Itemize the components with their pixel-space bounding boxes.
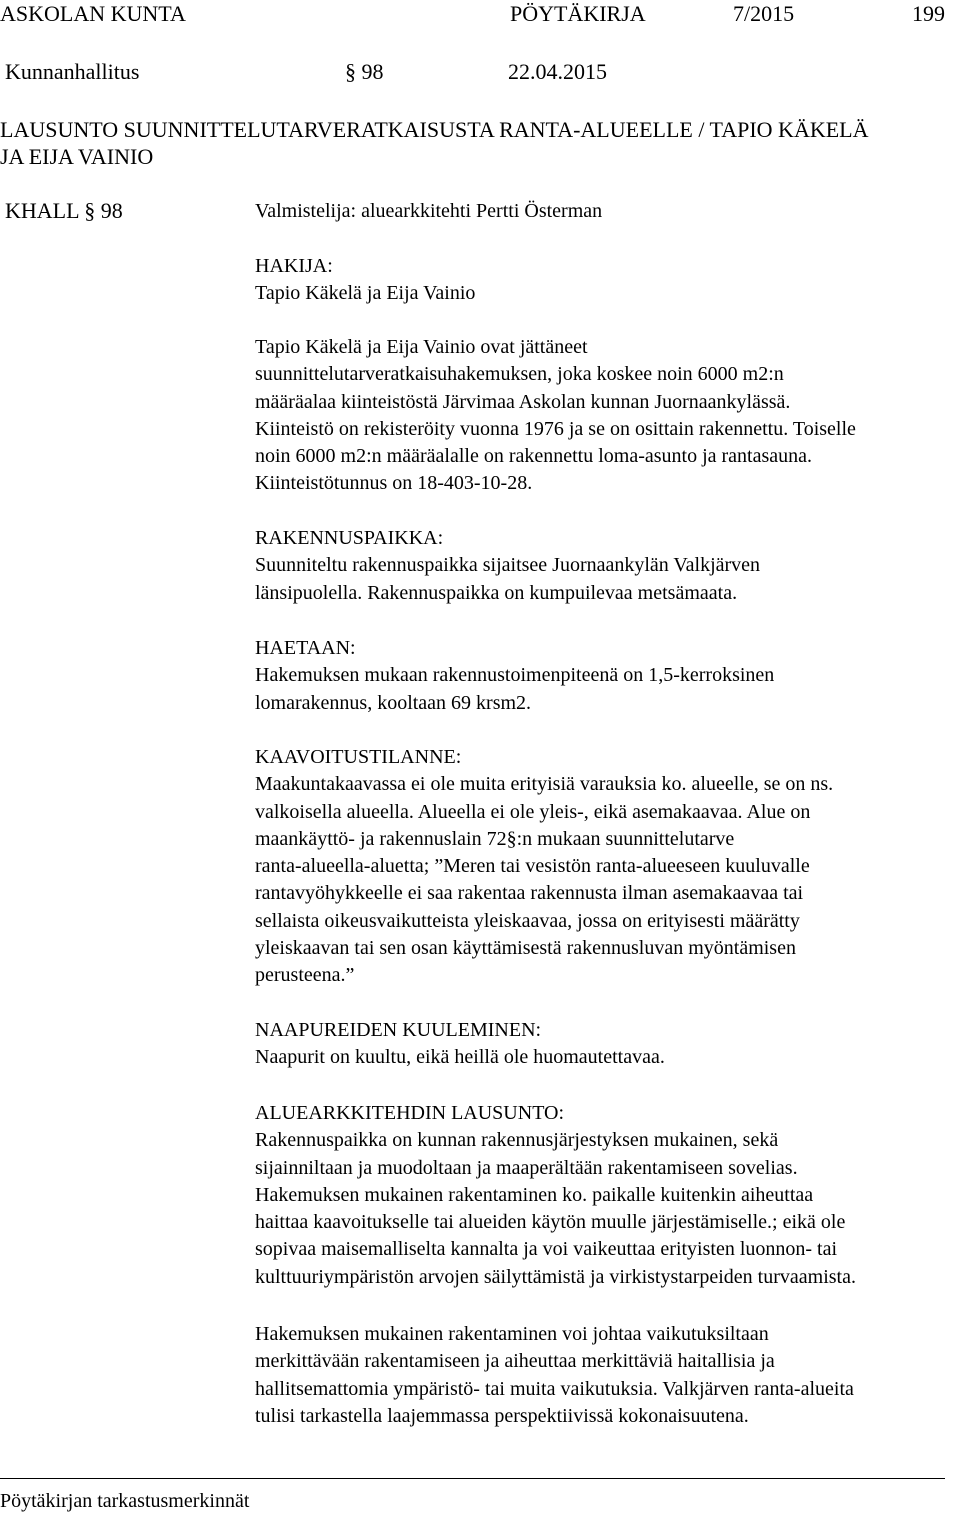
hakija-label: HAKIJA: xyxy=(255,255,333,277)
description-section xyxy=(255,334,955,498)
lausunto-line: kulttuuriympäristön arvojen säilyttämistä ja virkistystarpeiden turvaamista. xyxy=(255,1265,856,1288)
haetaan-line: lomarakennus, kooltaan 69 krsm2. xyxy=(255,691,532,714)
title-line: JA EIJA VAINIO xyxy=(0,144,154,169)
lausunto-section xyxy=(255,1100,955,1291)
rakennuspaikka-line: länsipuolella. Rakennuspaikka on kumpuilevaa metsämaata. xyxy=(255,581,738,604)
haetaan-section xyxy=(255,635,955,717)
lausunto2-line: Hakemuksen mukainen rakentaminen voi johtaa vaikutuksiltaan xyxy=(255,1323,769,1345)
rakennuspaikka-line: Suunniteltu rakennuspaikka sijaitsee Juornaankylän Valkjärven xyxy=(255,554,761,577)
page-number: 199 xyxy=(912,1,945,26)
naapurit-section xyxy=(255,1017,955,1072)
lausunto-line: sijainniltaan ja muodoltaan ja maaperältään rakentamiseen sovelias. xyxy=(255,1156,798,1179)
footer-divider xyxy=(0,1478,945,1479)
section-number: § 98 xyxy=(345,59,384,84)
kaavoitus-line: sellaista oikeusvaikutteista yleiskaavaa, jossa on erityisesti määrätty xyxy=(255,909,800,932)
naapurit-label: NAAPUREIDEN KUULEMINEN: xyxy=(255,1019,542,1041)
body-name: Kunnanhallitus xyxy=(5,59,140,84)
lausunto-label: ALUEARKKITEHDIN LAUSUNTO: xyxy=(255,1102,565,1124)
description-line: Tapio Käkelä ja Eija Vainio ovat jättäneet xyxy=(255,336,588,358)
kaavoitus-line: ranta-alueella-aluetta; ”Meren tai vesistön ranta-alueeseen kuuluvalle xyxy=(255,855,810,878)
lausunto2-line: hallitsemattomia ympäristö- tai muita vaikutuksia. Valkjärven ranta-alueita xyxy=(255,1377,854,1400)
kaavoitus-line: rantavyöhykkeelle ei saa rakentaa rakennusta ilman asemakaavaa tai xyxy=(255,882,804,905)
preparer-line: Valmistelija: aluearkkitehti Pertti Österman xyxy=(255,200,603,222)
kaavoitus-line: perusteena.” xyxy=(255,964,355,987)
description-line: Kiinteistö on rekisteröity vuonna 1976 ja se on osittain rakennettu. Toiselle xyxy=(255,417,856,440)
haetaan-label: HAETAAN: xyxy=(255,637,356,659)
page-title xyxy=(0,116,868,170)
municipality-name: ASKOLAN KUNTA xyxy=(0,1,186,26)
meeting-date: 22.04.2015 xyxy=(508,59,607,84)
hakija-section xyxy=(255,253,955,308)
title-line: LAUSUNTO SUUNNITTELUTARVERATKAISUSTA RANTA-ALUEELLE / TAPIO KÄKELÄ xyxy=(0,117,869,142)
description-line: määräalaa kiinteistöstä Järvimaa Askolan kunnan Juornaankylässä. xyxy=(255,390,791,413)
lausunto-line: Hakemuksen mukainen rakentaminen ko. paikalle kuitenkin aiheuttaa xyxy=(255,1183,814,1206)
kaavoitus-line: Maakuntakaavassa ei ole muita erityisiä varauksia ko. alueelle, se on ns. xyxy=(255,773,834,796)
kaavoitus-label: KAAVOITUSTILANNE: xyxy=(255,746,462,768)
description-line: Kiinteistötunnus on 18-403-10-28. xyxy=(255,472,533,495)
rakennuspaikka-section xyxy=(255,525,955,607)
issue-number: 7/2015 xyxy=(733,1,795,26)
document-type: PÖYTÄKIRJA xyxy=(510,1,646,26)
lausunto2-section xyxy=(255,1321,955,1430)
footer-review-marks: Pöytäkirjan tarkastusmerkinnät xyxy=(0,1490,250,1512)
hakija-line: Tapio Käkelä ja Eija Vainio xyxy=(255,282,476,305)
kaavoitus-line: yleiskaavan tai sen osan käyttämisestä rakennusluvan myöntämisen xyxy=(255,937,796,960)
kaavoitus-section xyxy=(255,744,955,990)
rakennuspaikka-label: RAKENNUSPAIKKA: xyxy=(255,527,444,549)
lausunto-line: sopivaa maisemalliselta kannalta ja voi vaikeuttaa erityisten luonnon- tai xyxy=(255,1238,838,1261)
lausunto-line: Rakennuspaikka on kunnan rakennusjärjestyksen mukainen, sekä xyxy=(255,1129,779,1152)
description-line: suunnittelutarveratkaisuhakemuksen, joka koskee noin 6000 m2:n xyxy=(255,363,784,386)
lausunto2-line: merkittävään rakentamiseen ja aiheuttaa merkittäviä haitallisia ja xyxy=(255,1350,775,1373)
kaavoitus-line: maankäyttö- ja rakennuslain 72§:n mukaan suunnittelutarve xyxy=(255,827,735,850)
khall-label: KHALL § 98 xyxy=(5,198,123,223)
description-line: noin 6000 m2:n määräalalle on rakennettu loma-asunto ja rantasauna. xyxy=(255,445,813,468)
lausunto-line: haittaa kaavoitukselle tai alueiden käytön muulle järjestämiselle.; eikä ole xyxy=(255,1211,846,1234)
kaavoitus-line: valkoisella alueella. Alueella ei ole yleis-, eikä asemakaavaa. Alue on xyxy=(255,800,811,823)
lausunto2-line: tulisi tarkastella laajemmassa perspektiivissä kokonaisuutena. xyxy=(255,1404,749,1427)
naapurit-line: Naapurit on kuultu, eikä heillä ole huomautettavaa. xyxy=(255,1046,665,1069)
haetaan-line: Hakemuksen mukaan rakennustoimenpiteenä on 1,5-kerroksinen xyxy=(255,664,775,687)
